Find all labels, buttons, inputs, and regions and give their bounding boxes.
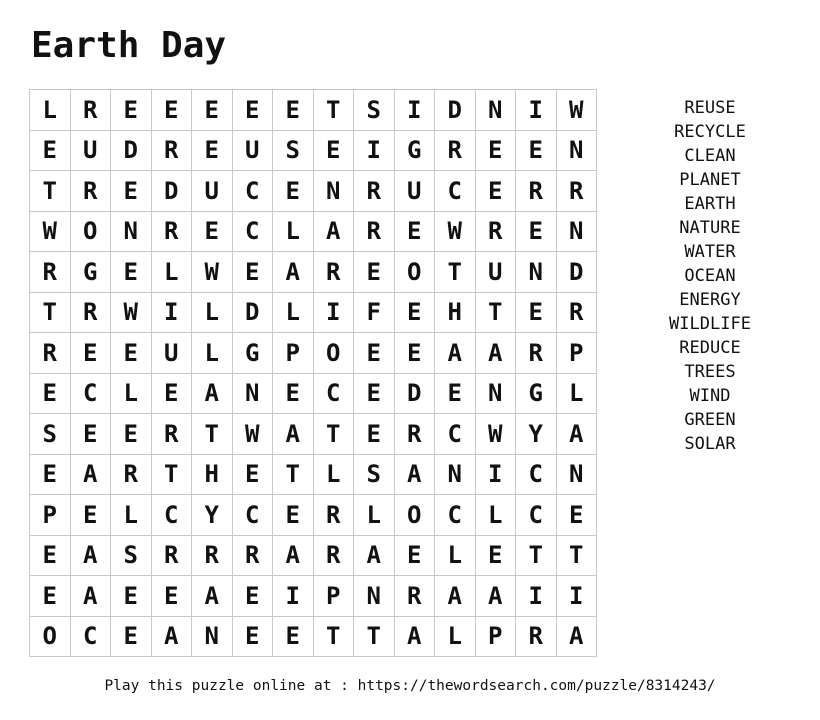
grid-cell[interactable]: C [435, 495, 476, 536]
grid-cell[interactable]: E [30, 535, 71, 576]
grid-cell[interactable]: E [30, 454, 71, 495]
grid-cell[interactable]: E [516, 292, 557, 333]
grid-cell[interactable]: A [394, 454, 435, 495]
grid-row [30, 130, 597, 171]
grid-cell[interactable]: E [313, 130, 354, 171]
grid-cell[interactable]: E [394, 211, 435, 252]
grid-cell[interactable]: A [273, 535, 314, 576]
grid-cell[interactable]: C [232, 211, 273, 252]
grid-cell[interactable]: I [394, 90, 435, 131]
grid-cell[interactable]: I [516, 576, 557, 617]
grid-cell[interactable]: L [192, 292, 233, 333]
grid-cell[interactable]: R [313, 495, 354, 536]
grid-cell[interactable]: E [354, 414, 395, 455]
grid-cell[interactable]: E [192, 211, 233, 252]
grid-cell[interactable]: W [192, 252, 233, 293]
grid-cell[interactable]: R [70, 171, 111, 212]
grid-cell[interactable]: A [475, 576, 516, 617]
grid-cell[interactable]: R [111, 454, 152, 495]
grid-cell[interactable]: N [435, 454, 476, 495]
grid-cell[interactable]: R [192, 535, 233, 576]
grid-cell[interactable]: L [556, 373, 597, 414]
grid-cell[interactable]: C [313, 373, 354, 414]
grid-cell[interactable]: T [30, 171, 71, 212]
grid-cell[interactable]: L [192, 333, 233, 374]
grid-cell[interactable]: L [435, 535, 476, 576]
grid-cell[interactable]: O [70, 211, 111, 252]
grid-cell[interactable]: E [111, 333, 152, 374]
word-list-item: PLANET [679, 170, 741, 190]
grid-cell[interactable]: H [192, 454, 233, 495]
grid-cell[interactable]: E [394, 292, 435, 333]
grid-cell[interactable]: T [556, 535, 597, 576]
grid-row [30, 414, 597, 455]
word-list-item: REDUCE [679, 338, 741, 358]
grid-cell[interactable]: R [70, 292, 111, 333]
grid-cell[interactable]: T [354, 616, 395, 657]
puzzle-title: Earth Day [31, 25, 227, 66]
grid-cell[interactable]: E [151, 90, 192, 131]
grid-cell[interactable]: R [313, 252, 354, 293]
grid-cell[interactable]: E [394, 333, 435, 374]
grid-cell[interactable]: R [475, 211, 516, 252]
word-list-item: TREES [684, 362, 736, 382]
grid-cell[interactable]: O [394, 495, 435, 536]
grid-cell[interactable]: N [232, 373, 273, 414]
grid-cell[interactable]: G [394, 130, 435, 171]
grid-cell[interactable]: E [435, 373, 476, 414]
grid-cell[interactable]: W [556, 90, 597, 131]
grid-cell[interactable]: I [516, 90, 557, 131]
grid-cell[interactable]: R [516, 333, 557, 374]
grid-cell[interactable]: S [111, 535, 152, 576]
grid-row [30, 373, 597, 414]
grid-cell[interactable]: O [313, 333, 354, 374]
grid-cell[interactable]: E [475, 171, 516, 212]
grid-cell[interactable]: E [273, 373, 314, 414]
grid-cell[interactable]: E [273, 495, 314, 536]
grid-cell[interactable]: R [313, 535, 354, 576]
grid-cell[interactable]: E [232, 252, 273, 293]
grid-cell[interactable]: N [556, 454, 597, 495]
word-list-item: EARTH [684, 194, 736, 214]
grid-cell[interactable]: R [516, 171, 557, 212]
grid-cell[interactable]: S [273, 130, 314, 171]
grid-row [30, 211, 597, 252]
grid-cell[interactable]: E [192, 130, 233, 171]
grid-cell[interactable]: R [354, 211, 395, 252]
grid-cell[interactable]: T [313, 90, 354, 131]
grid-cell[interactable]: P [556, 333, 597, 374]
grid-cell[interactable]: E [232, 454, 273, 495]
grid-cell[interactable]: P [273, 333, 314, 374]
grid-cell[interactable]: D [111, 130, 152, 171]
grid-cell[interactable]: A [475, 333, 516, 374]
word-list-item: SOLAR [684, 434, 736, 454]
word-list-item: REUSE [684, 98, 736, 118]
grid-row [30, 292, 597, 333]
grid-cell[interactable]: E [273, 171, 314, 212]
grid-cell[interactable]: E [30, 130, 71, 171]
grid-cell[interactable]: W [111, 292, 152, 333]
grid-cell[interactable]: L [435, 616, 476, 657]
grid-cell[interactable]: L [111, 495, 152, 536]
word-list-item: CLEAN [684, 146, 736, 166]
grid-cell[interactable]: A [354, 535, 395, 576]
grid-cell[interactable]: A [556, 414, 597, 455]
grid-cell[interactable]: I [313, 292, 354, 333]
grid-cell[interactable]: S [354, 454, 395, 495]
grid-cell[interactable]: N [313, 171, 354, 212]
grid-cell[interactable]: I [354, 130, 395, 171]
grid-cell[interactable]: E [273, 616, 314, 657]
grid-cell[interactable]: N [475, 373, 516, 414]
grid-row [30, 495, 597, 536]
grid-row [30, 252, 597, 293]
grid-cell[interactable]: P [30, 495, 71, 536]
grid-cell[interactable]: T [273, 454, 314, 495]
grid-cell[interactable]: E [354, 373, 395, 414]
grid-cell[interactable]: A [70, 535, 111, 576]
word-list-item: GREEN [684, 410, 736, 430]
word-list-item: RECYCLE [674, 122, 746, 142]
grid-cell[interactable]: E [192, 90, 233, 131]
word-list-item: ENERGY [679, 290, 741, 310]
grid-row [30, 576, 597, 617]
grid-cell[interactable]: A [394, 616, 435, 657]
grid-cell[interactable]: A [273, 252, 314, 293]
grid-cell[interactable]: E [111, 252, 152, 293]
grid-cell[interactable]: O [394, 252, 435, 293]
grid-cell[interactable]: E [70, 333, 111, 374]
grid-cell[interactable]: A [151, 616, 192, 657]
grid-cell[interactable]: U [151, 333, 192, 374]
grid-row [30, 454, 597, 495]
grid-cell[interactable]: A [70, 576, 111, 617]
grid-cell[interactable]: R [556, 171, 597, 212]
grid-cell[interactable]: L [273, 211, 314, 252]
grid-cell[interactable]: I [475, 454, 516, 495]
grid-cell[interactable]: D [151, 171, 192, 212]
word-list-item: WIND [689, 386, 731, 406]
grid-cell[interactable]: I [556, 576, 597, 617]
grid-cell[interactable]: C [151, 495, 192, 536]
grid-cell[interactable]: P [475, 616, 516, 657]
grid-cell[interactable]: N [475, 90, 516, 131]
word-list-item: WATER [684, 242, 736, 262]
grid-cell[interactable]: W [435, 211, 476, 252]
grid-cell[interactable]: N [556, 130, 597, 171]
grid-cell[interactable]: E [516, 211, 557, 252]
grid-cell[interactable]: E [151, 576, 192, 617]
grid-cell[interactable]: G [516, 373, 557, 414]
letter-grid[interactable] [29, 89, 597, 657]
grid-cell[interactable]: L [354, 495, 395, 536]
grid-row [30, 333, 597, 374]
grid-cell[interactable]: L [30, 90, 71, 131]
grid-cell[interactable]: A [435, 333, 476, 374]
grid-cell[interactable]: E [232, 90, 273, 131]
grid-cell[interactable]: T [313, 616, 354, 657]
grid-cell[interactable]: N [556, 211, 597, 252]
grid-cell[interactable]: N [354, 576, 395, 617]
grid-cell[interactable]: W [30, 211, 71, 252]
grid-cell[interactable]: R [394, 576, 435, 617]
grid-cell[interactable]: L [475, 495, 516, 536]
grid-cell[interactable]: T [30, 292, 71, 333]
grid-cell[interactable]: A [556, 616, 597, 657]
grid-cell[interactable]: G [232, 333, 273, 374]
grid-cell[interactable]: C [516, 495, 557, 536]
grid-cell[interactable]: N [192, 616, 233, 657]
grid-cell[interactable]: R [151, 535, 192, 576]
grid-cell[interactable]: T [151, 454, 192, 495]
grid-cell[interactable]: U [232, 130, 273, 171]
grid-cell[interactable]: A [192, 576, 233, 617]
grid-cell[interactable]: E [232, 576, 273, 617]
grid-cell[interactable]: R [516, 616, 557, 657]
grid-cell[interactable]: E [30, 576, 71, 617]
word-list [654, 96, 766, 456]
grid-cell[interactable]: E [111, 414, 152, 455]
grid-cell[interactable]: D [435, 90, 476, 131]
grid-cell[interactable]: R [354, 171, 395, 212]
grid-cell[interactable]: A [313, 211, 354, 252]
grid-cell[interactable]: E [70, 414, 111, 455]
grid-cell[interactable]: F [354, 292, 395, 333]
word-list-item: NATURE [679, 218, 741, 238]
grid-cell[interactable]: L [111, 373, 152, 414]
grid-cell[interactable]: R [30, 333, 71, 374]
grid-cell[interactable]: L [151, 252, 192, 293]
grid-cell[interactable]: C [232, 171, 273, 212]
grid-cell[interactable]: R [556, 292, 597, 333]
grid-cell[interactable]: U [192, 171, 233, 212]
grid-cell[interactable]: N [111, 211, 152, 252]
grid-cell[interactable]: R [394, 414, 435, 455]
grid-cell[interactable]: E [516, 130, 557, 171]
grid-cell[interactable]: A [192, 373, 233, 414]
grid-cell[interactable]: N [516, 252, 557, 293]
grid-cell[interactable]: C [70, 616, 111, 657]
grid-cell[interactable]: T [475, 292, 516, 333]
grid-cell[interactable]: T [192, 414, 233, 455]
grid-cell[interactable]: T [313, 414, 354, 455]
grid-cell[interactable]: D [556, 252, 597, 293]
grid-cell[interactable]: R [30, 252, 71, 293]
footer-play-online-link[interactable]: Play this puzzle online at : https://thewordsearch.com/puzzle/8314243/ [104, 678, 716, 694]
grid-cell[interactable]: I [151, 292, 192, 333]
grid-cell[interactable]: E [475, 130, 516, 171]
grid-cell[interactable]: Y [192, 495, 233, 536]
grid-cell[interactable]: E [475, 535, 516, 576]
grid-cell[interactable]: U [394, 171, 435, 212]
grid-cell[interactable]: I [273, 576, 314, 617]
grid-cell[interactable]: E [273, 90, 314, 131]
grid-cell[interactable]: E [354, 333, 395, 374]
grid-cell[interactable]: Y [516, 414, 557, 455]
grid-cell[interactable]: S [354, 90, 395, 131]
grid-row [30, 171, 597, 212]
grid-cell[interactable]: E [111, 616, 152, 657]
grid-cell[interactable]: W [232, 414, 273, 455]
grid-cell[interactable]: R [151, 414, 192, 455]
grid-cell[interactable]: E [111, 576, 152, 617]
grid-cell[interactable]: G [70, 252, 111, 293]
grid-cell[interactable]: E [556, 495, 597, 536]
grid-cell[interactable]: A [273, 414, 314, 455]
grid-cell[interactable]: T [435, 252, 476, 293]
grid-cell[interactable]: T [516, 535, 557, 576]
grid-cell[interactable]: E [232, 616, 273, 657]
grid-row [30, 535, 597, 576]
grid-cell[interactable]: D [394, 373, 435, 414]
grid-cell[interactable]: R [70, 90, 111, 131]
grid-row [30, 616, 597, 657]
grid-cell[interactable]: E [111, 90, 152, 131]
grid-cell[interactable]: E [70, 495, 111, 536]
word-list-item: WILDLIFE [669, 314, 751, 334]
grid-cell[interactable]: E [394, 535, 435, 576]
grid-cell[interactable]: C [435, 171, 476, 212]
grid-cell[interactable]: C [232, 495, 273, 536]
grid-cell[interactable]: E [354, 252, 395, 293]
grid-cell[interactable]: D [232, 292, 273, 333]
grid-cell[interactable]: C [70, 373, 111, 414]
grid-row [30, 90, 597, 131]
grid-cell[interactable]: A [70, 454, 111, 495]
grid-cell[interactable]: C [516, 454, 557, 495]
grid-cell[interactable]: U [475, 252, 516, 293]
grid-cell[interactable]: H [435, 292, 476, 333]
grid-cell[interactable]: C [435, 414, 476, 455]
grid-cell[interactable]: E [111, 171, 152, 212]
grid-cell[interactable]: P [313, 576, 354, 617]
grid-cell[interactable]: A [435, 576, 476, 617]
grid-cell[interactable]: R [151, 130, 192, 171]
grid-cell[interactable]: L [313, 454, 354, 495]
grid-cell[interactable]: E [151, 373, 192, 414]
grid-cell[interactable]: S [30, 414, 71, 455]
grid-cell[interactable]: U [70, 130, 111, 171]
grid-cell[interactable]: R [232, 535, 273, 576]
grid-cell[interactable]: R [435, 130, 476, 171]
grid-cell[interactable]: E [30, 373, 71, 414]
grid-cell[interactable]: O [30, 616, 71, 657]
word-list-item: OCEAN [684, 266, 736, 286]
grid-cell[interactable]: R [151, 211, 192, 252]
grid-cell[interactable]: W [475, 414, 516, 455]
grid-cell[interactable]: L [273, 292, 314, 333]
